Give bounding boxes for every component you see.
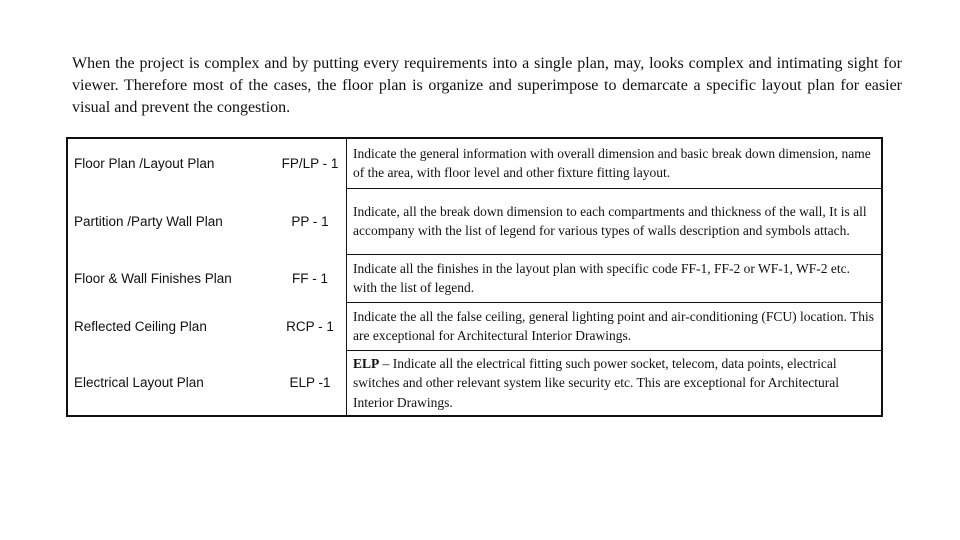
plan-description-text: – Indicate all the electrical fitting such power socket, telecom, data points, electrical switches and other relevant system like security etc. This are exceptional for Architectural Interior Drawings.	[353, 355, 839, 410]
plan-name-cell: Floor Plan /Layout Plan	[74, 156, 215, 171]
plan-description-text: Indicate the general information with overall dimension and basic break down dimension, name of the area, with floor level and other fixture fitting layout.	[353, 145, 871, 181]
plan-description-cell	[347, 138, 883, 188]
plans-table	[66, 137, 883, 417]
plan-description-cell	[347, 302, 883, 350]
plan-name-cell: Electrical Layout Plan	[74, 375, 204, 390]
plan-code-cell: ELP -1	[289, 375, 331, 390]
plan-description-cell	[347, 350, 883, 416]
table-row	[67, 138, 882, 188]
plan-code-cell: PP - 1	[291, 213, 329, 229]
table-row	[67, 188, 882, 254]
table-row	[67, 302, 882, 350]
plan-code-cell: RCP - 1	[286, 318, 334, 334]
table-row	[67, 254, 882, 302]
plan-code-cell: FP/LP - 1	[281, 156, 339, 171]
plan-description-cell	[347, 254, 883, 302]
plan-description-cell	[347, 188, 883, 254]
plan-description-text: Indicate, all the break down dimension to each compartments and thickness of the wall, It is all accompany with the list of legend for various types of walls description and symbols attach.	[353, 203, 867, 238]
plan-description-text: Indicate the all the false ceiling, general lighting point and air-conditioning (FCU) location. This are exceptional for Architectural Interior Drawings.	[353, 308, 874, 343]
plan-code-cell: FF - 1	[292, 270, 328, 286]
plan-name-cell: Partition /Party Wall Plan	[74, 213, 223, 229]
plan-name-cell: Floor & Wall Finishes Plan	[74, 270, 232, 286]
intro-paragraph: When the project is complex and by putting every requirements into a single plan, may, looks complex and intimating sight for viewer. Therefore most of the cases, the floor plan is organize and superimpose to demarcate a specific layout plan for easier visual and prevent the congestion.	[72, 55, 902, 116]
table-row	[67, 350, 882, 416]
plan-name-cell: Reflected Ceiling Plan	[74, 318, 207, 334]
plan-description-text: Indicate all the finishes in the layout plan with specific code FF-1, FF-2 or WF-1, WF-2 etc. with the list of legend.	[353, 260, 851, 295]
plan-description-prefix: ELP	[353, 355, 380, 371]
